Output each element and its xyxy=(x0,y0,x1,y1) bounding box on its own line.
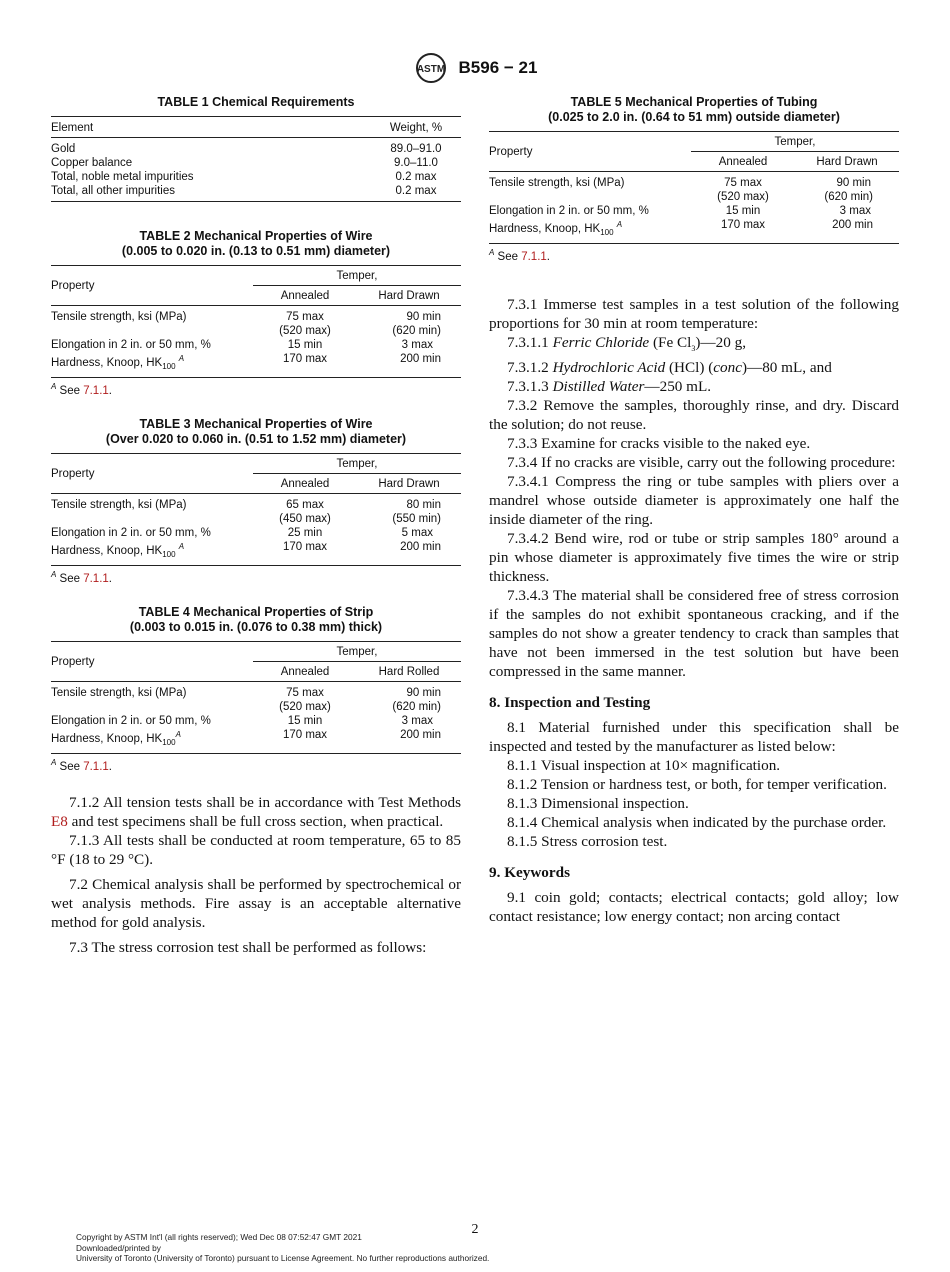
paragraph-text: and test specimens shall be full cross section, when practical. xyxy=(67,813,444,830)
section-link[interactable]: 7.1.1 xyxy=(83,572,109,585)
table-header: Temper, xyxy=(691,132,899,152)
copyright-line: Copyright by ASTM Int'l (all rights reserved); Wed Dec 08 07:52:47 GMT 2021 xyxy=(76,1232,362,1242)
paragraph-8-1-1: 8.1.1 Visual inspection at 10× magnification. xyxy=(507,757,781,775)
table-4 xyxy=(51,605,461,773)
table-cell: 200 min xyxy=(832,219,873,231)
copyright-line: University of Toronto (University of Toronto) pursuant to License Agreement. No further reproductions authorized. xyxy=(76,1253,490,1263)
table-header: Weight, % xyxy=(389,122,443,134)
paragraph-text: 7.3.1.3 xyxy=(507,378,553,396)
table-cell xyxy=(51,728,253,754)
footnote-mark: A xyxy=(178,542,185,551)
table-cell: 3 max xyxy=(401,339,433,351)
table-cell: Copper balance xyxy=(51,157,133,169)
table-cell: 80 min xyxy=(406,499,441,511)
footnote-mark: A xyxy=(51,570,57,580)
table-1 xyxy=(51,95,461,202)
table-cell: Gold xyxy=(51,143,76,155)
italic-term: Hydrochloric Acid xyxy=(552,359,666,377)
section-heading-9: 9. Keywords xyxy=(489,864,570,882)
table-header: Property xyxy=(51,467,95,480)
table-cell: Elongation in 2 in. or 50 mm, % xyxy=(51,339,211,351)
section-link[interactable]: 7.1.1 xyxy=(83,760,109,773)
table-header: Temper, xyxy=(253,454,461,474)
table-5 xyxy=(489,95,899,263)
table-header: Hard Drawn xyxy=(378,478,440,490)
subscript: 100 xyxy=(162,738,176,748)
footnote-text: . xyxy=(108,572,112,585)
paragraph-7-3-3: 7.3.3 Examine for cracks visible to the naked eye. xyxy=(507,435,811,453)
table-cell: (620 min) xyxy=(392,325,441,337)
caption-line: TABLE 4 Mechanical Properties of Strip xyxy=(138,605,374,619)
table-header: Annealed xyxy=(280,290,330,302)
table-header: Temper, xyxy=(253,266,461,286)
page-number: 2 xyxy=(471,1222,479,1237)
footnote-text: See xyxy=(59,384,84,397)
right-column-text xyxy=(489,295,899,926)
table-cell: 9.0–11.0 xyxy=(394,157,438,169)
table-header: Annealed xyxy=(280,478,330,490)
footnote-mark: A xyxy=(51,382,57,392)
italic-term: Distilled Water xyxy=(552,378,645,396)
footnote-text: . xyxy=(546,250,550,263)
table-cell: 25 min xyxy=(287,527,323,539)
paragraph-text: )—20 g, xyxy=(695,334,746,351)
table-footnote xyxy=(51,382,461,397)
paragraph-8-1: 8.1 Material furnished under this specification shall be inspected and tested by the manufacturer as listed below: xyxy=(489,719,899,756)
cell-text: Hardness, Knoop, HK xyxy=(489,222,601,235)
footnote-text: . xyxy=(108,384,112,397)
cell-text: Hardness, Knoop, HK xyxy=(51,732,163,745)
table-cell: Tensile strength, ksi (MPa) xyxy=(51,499,187,511)
page-header xyxy=(0,52,950,84)
table-cell: 3 max xyxy=(839,205,871,217)
table-3-caption xyxy=(51,417,461,447)
table-4-caption xyxy=(51,605,461,635)
caption-line: TABLE 5 Mechanical Properties of Tubing xyxy=(570,95,818,109)
subscript: 100 xyxy=(162,362,176,372)
copyright-line: Downloaded/printed by xyxy=(76,1242,161,1253)
paragraph-8-1-3: 8.1.3 Dimensional inspection. xyxy=(507,795,689,813)
paragraph-7-3-1-1 xyxy=(489,333,899,358)
table-cell: 89.0–91.0 xyxy=(390,143,442,155)
table-cell: (520 max) xyxy=(717,191,769,203)
table-footnote xyxy=(51,570,461,585)
table-cell: Total, all other impurities xyxy=(51,185,175,197)
table-cell: 200 min xyxy=(400,541,441,553)
subscript: 3 xyxy=(691,344,696,354)
paragraph-text: —250 mL. xyxy=(644,378,712,396)
table-header: Temper, xyxy=(253,642,461,662)
caption-line: (0.005 to 0.020 in. (0.13 to 0.51 mm) diameter) xyxy=(121,244,391,258)
paragraph-text: (HCl) ( xyxy=(665,359,714,377)
table-cell: 200 min xyxy=(400,353,441,365)
table-cell xyxy=(51,352,253,378)
table-cell: 15 min xyxy=(725,205,761,217)
table-footnote xyxy=(489,248,899,263)
paragraph-8-1-4: 8.1.4 Chemical analysis when indicated by the purchase order. xyxy=(507,814,887,832)
section-link[interactable]: 7.1.1 xyxy=(83,384,109,397)
paragraph-7-1-3: 7.1.3 All tests shall be conducted at room temperature, 65 to 85 °F (18 to 29 °C). xyxy=(51,832,461,868)
paragraph-text: 7.3.1.1 xyxy=(507,334,553,351)
cell-text: Hardness, Knoop, HK xyxy=(51,356,163,369)
table-header: Property xyxy=(51,655,95,668)
table-cell: Elongation in 2 in. or 50 mm, % xyxy=(489,205,649,217)
paragraph-9-1: 9.1 coin gold; contacts; electrical contacts; gold alloy; low contact resistance; low energy contact; non arcing contact xyxy=(489,889,899,926)
paragraph-7-2: 7.2 Chemical analysis shall be performed by spectrochemical or wet analysis methods. Fire assay is an acceptable alternative method for gold analysis. xyxy=(51,876,461,931)
footnote-mark: A xyxy=(175,730,181,739)
table-cell: (550 min) xyxy=(392,513,441,525)
paragraph-7-3-4-2: 7.3.4.2 Bend wire, rod or tube or strip samples 180° around a pin whose diameter is approximately five times the wire or strip thickness. xyxy=(489,530,899,586)
subscript: 100 xyxy=(162,550,176,560)
footnote-text: See xyxy=(59,572,84,585)
paragraph-8-1-2: 8.1.2 Tension or hardness test, or both, for temper verification. xyxy=(507,776,887,794)
table-cell: 75 max xyxy=(724,177,762,189)
table-cell: 75 max xyxy=(286,687,324,699)
table-cell: 65 max xyxy=(286,499,324,511)
caption-line: TABLE 2 Mechanical Properties of Wire xyxy=(139,229,373,243)
table-2 xyxy=(51,229,461,397)
footnote-mark: A xyxy=(51,758,57,768)
table-cell: 5 max xyxy=(401,527,433,539)
table-header: Hard Drawn xyxy=(816,156,878,168)
table-footnote xyxy=(51,758,461,773)
table-cell: 0.2 max xyxy=(395,171,437,183)
table-cell: (620 min) xyxy=(824,191,873,203)
footnote-mark: A xyxy=(178,354,185,363)
italic-term: Ferric Chloride xyxy=(552,334,650,351)
paragraph-text: (Fe Cl xyxy=(649,334,692,351)
cell-text: Hardness, Knoop, HK xyxy=(51,544,163,557)
italic-term: conc xyxy=(713,359,742,377)
footnote-mark: A xyxy=(489,248,495,258)
caption-line: (Over 0.020 to 0.060 in. (0.51 to 1.52 mm) diameter) xyxy=(105,432,407,446)
table-cell: 170 max xyxy=(282,353,328,365)
paragraph-7-3-1-2 xyxy=(489,358,899,377)
table-cell: Tensile strength, ksi (MPa) xyxy=(51,311,187,323)
paragraph-7-1-2 xyxy=(51,793,461,831)
table-3 xyxy=(51,417,461,585)
paragraph-text: 7.3.1.2 xyxy=(507,359,553,377)
svg-text:ASTM: ASTM xyxy=(416,64,445,75)
table-cell: 15 min xyxy=(287,715,323,727)
table-header: Property xyxy=(51,279,95,292)
table-header: Property xyxy=(489,145,533,158)
table-cell xyxy=(51,540,253,566)
table-cell: 90 min xyxy=(406,687,441,699)
table-header: Hard Drawn xyxy=(378,290,440,302)
table-cell: Elongation in 2 in. or 50 mm, % xyxy=(51,715,211,727)
table-header: Annealed xyxy=(280,666,330,678)
paragraph-8-1-5: 8.1.5 Stress corrosion test. xyxy=(507,833,668,851)
paragraph-7-3-1: 7.3.1 Immerse test samples in a test solution of the following proportions for 30 min at room temperature: xyxy=(489,296,899,332)
table-header: Element xyxy=(51,122,94,134)
paragraph-7-3: 7.3 The stress corrosion test shall be performed as follows: xyxy=(69,939,427,956)
paragraph-text: )—80 mL, and xyxy=(741,359,832,377)
table-cell: Tensile strength, ksi (MPa) xyxy=(51,687,187,699)
table-cell: 0.2 max xyxy=(395,185,437,197)
table-cell: 200 min xyxy=(400,729,441,741)
table-header: Annealed xyxy=(718,156,768,168)
table-cell: 170 max xyxy=(720,219,766,231)
paragraph-text: 7.1.2 All tension tests shall be in accordance with Test Methods xyxy=(69,794,461,811)
table-cell: 90 min xyxy=(406,311,441,323)
footnote-text: . xyxy=(108,760,112,773)
paragraph-7-3-2: 7.3.2 Remove the samples, thoroughly rinse, and dry. Discard the solution; do not reuse. xyxy=(489,397,899,434)
paragraph-7-3-4-3: 7.3.4.3 The material shall be considered free of stress corrosion if the samples do not exhibit spontaneous cracking, and if the samples do not show a greater tendency to crack than samples that have not been immersed in the test solution but have been compressed in the same manner. xyxy=(489,587,899,681)
table-cell: 75 max xyxy=(286,311,324,323)
footnote-text: See xyxy=(59,760,84,773)
table-cell: 90 min xyxy=(836,177,871,189)
footnote-text: See xyxy=(497,250,522,263)
caption-line: (0.003 to 0.015 in. (0.076 to 0.38 mm) thick) xyxy=(129,620,383,634)
table-header: Hard Rolled xyxy=(378,666,440,678)
table-cell: 3 max xyxy=(401,715,433,727)
table-2-caption xyxy=(51,229,461,259)
table-cell: (520 max) xyxy=(279,325,331,337)
left-column-text xyxy=(51,793,461,957)
caption-line: (0.025 to 2.0 in. (0.64 to 51 mm) outside diameter) xyxy=(548,110,840,124)
astm-logo-icon xyxy=(413,52,449,84)
table-cell: Tensile strength, ksi (MPa) xyxy=(489,177,625,189)
caption-line: TABLE 3 Mechanical Properties of Wire xyxy=(139,417,373,431)
section-link[interactable]: 7.1.1 xyxy=(521,250,547,263)
section-heading-8: 8. Inspection and Testing xyxy=(489,694,651,712)
document-designation: B596 − 21 xyxy=(458,58,538,77)
table-cell xyxy=(489,218,691,244)
table-cell: (620 min) xyxy=(392,701,441,713)
table-cell: 170 max xyxy=(282,729,328,741)
footnote-mark: A xyxy=(616,220,623,229)
paragraph-7-3-4: 7.3.4 If no cracks are visible, carry out the following procedure: xyxy=(507,454,896,472)
table-1-caption: TABLE 1 Chemical Requirements xyxy=(157,95,355,109)
table-cell: 15 min xyxy=(287,339,323,351)
table-cell: Elongation in 2 in. or 50 mm, % xyxy=(51,527,211,539)
table-5-caption xyxy=(489,95,899,125)
paragraph-7-3-1-3 xyxy=(489,377,899,396)
table-cell: Total, noble metal impurities xyxy=(51,171,194,183)
reference-link-e8[interactable]: E8 xyxy=(51,813,68,830)
table-cell: (520 max) xyxy=(279,701,331,713)
paragraph-7-3-4-1: 7.3.4.1 Compress the ring or tube samples with pliers over a mandrel whose outside diameter is approximately one half the inside diameter of the ring. xyxy=(489,473,899,529)
copyright-notice xyxy=(76,1232,489,1264)
subscript: 100 xyxy=(600,228,614,238)
table-cell: (450 max) xyxy=(279,513,331,525)
table-cell: 170 max xyxy=(282,541,328,553)
